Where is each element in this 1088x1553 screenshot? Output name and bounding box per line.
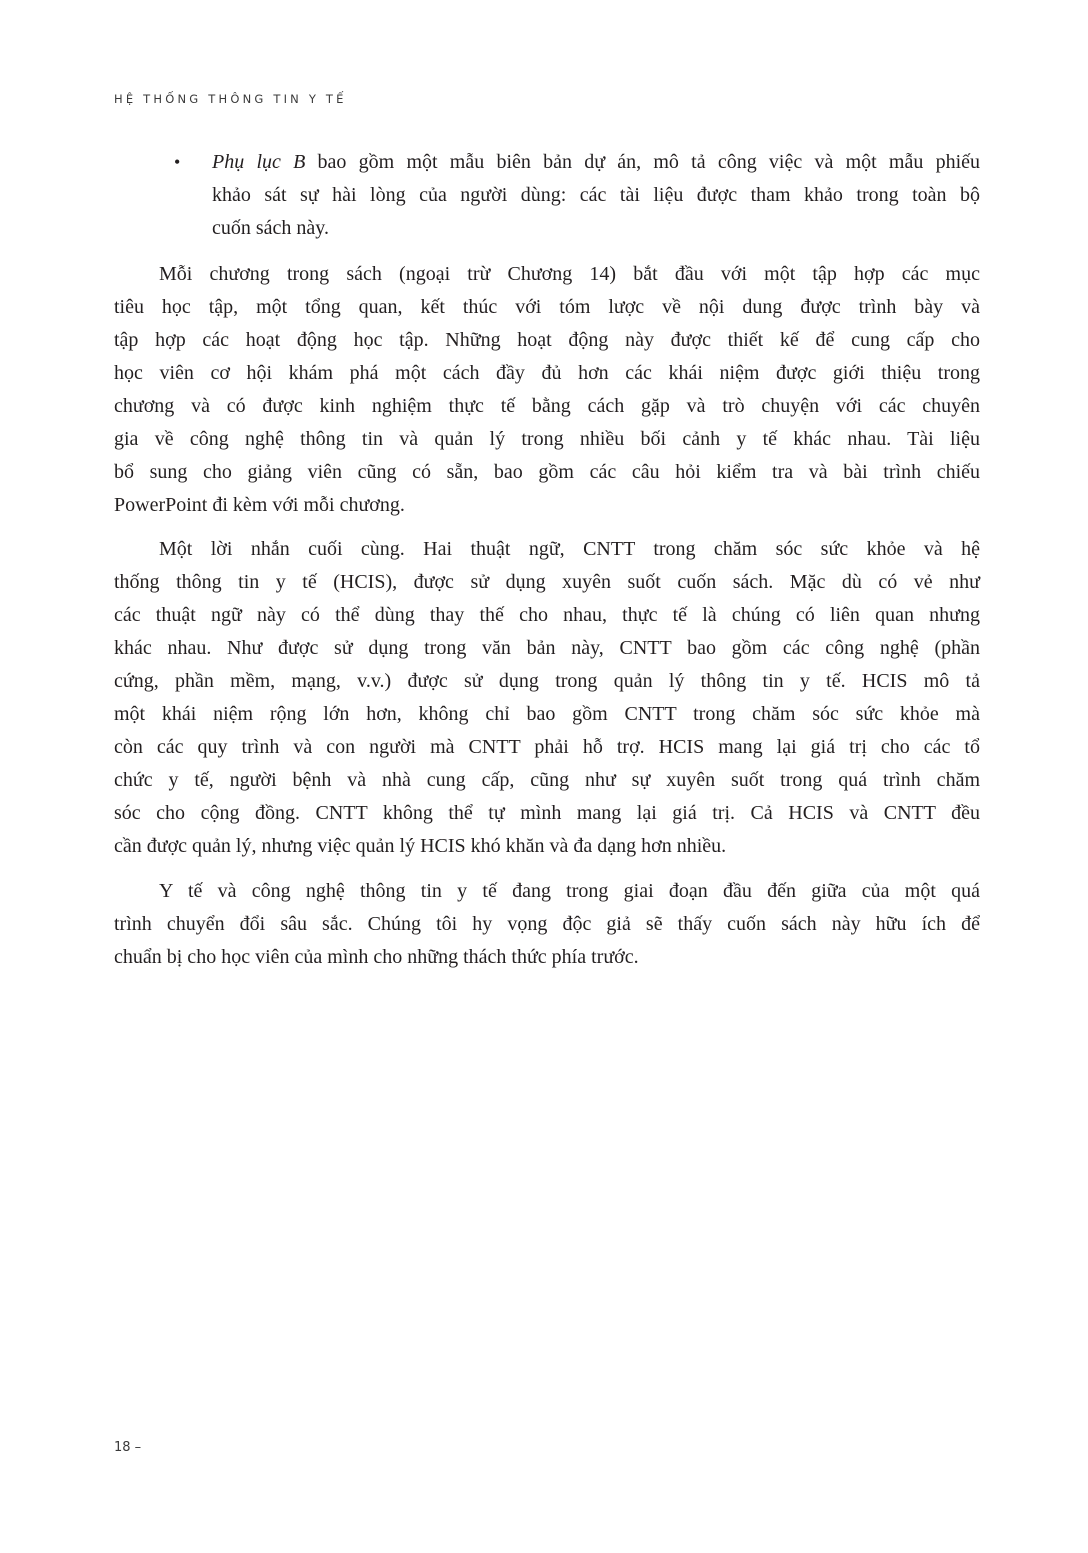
- paragraph-line: Mỗi chương trong sách (ngoại trừ Chương 14) bắt đầu với một tập hợp các mục: [159, 263, 980, 285]
- paragraph-line: Một lời nhắn cuối cùng. Hai thuật ngữ, CNTT trong chăm sóc sức khỏe và hệ: [159, 538, 980, 560]
- paragraph-line: Y tế và công nghệ thông tin y tế đang trong giai đoạn đầu đến giữa của một quá: [159, 880, 980, 902]
- paragraph-1: [114, 258, 980, 522]
- paragraph-3: [114, 875, 980, 974]
- paragraph-line: bổ sung cho giảng viên cũng có sẵn, bao gồm các câu hỏi kiểm tra và bài trình chiếu: [114, 461, 980, 483]
- paragraph-line: chuẩn bị cho học viên của mình cho những thách thức phía trước.: [114, 946, 639, 968]
- paragraph-line: cứng, phần mềm, mạng, v.v.) được sử dụng trong quản lý thông tin y tế. HCIS mô tả: [114, 670, 980, 692]
- bullet-icon: •: [174, 152, 181, 172]
- paragraph-line: các thuật ngữ này có thể dùng thay thế cho nhau, thực tế là chúng có liên quan nhưng: [114, 604, 980, 626]
- paragraph-line: cần được quản lý, nhưng việc quản lý HCIS khó khăn và đa dạng hơn nhiều.: [114, 835, 727, 857]
- paragraph-line: học viên cơ hội khám phá một cách đầy đủ hơn các khái niệm được giới thiệu trong: [114, 362, 980, 384]
- paragraph-line: PowerPoint đi kèm với mỗi chương.: [114, 494, 405, 516]
- paragraph-line: trình chuyển đổi sâu sắc. Chúng tôi hy vọng độc giả sẽ thấy cuốn sách này hữu ích để: [114, 913, 980, 935]
- page-number: 18 –: [114, 1440, 142, 1455]
- bullet-line: cuốn sách này.: [212, 217, 329, 239]
- paragraph-2: [114, 533, 980, 863]
- paragraph-line: chương và có được kinh nghiệm thực tế bằng cách gặp và trò chuyện với các chuyên: [114, 395, 980, 417]
- paragraph-line: thống thông tin y tế (HCIS), được sử dụng xuyên suốt cuốn sách. Mặc dù có vẻ như: [114, 571, 980, 593]
- bullet-line: khảo sát sự hài lòng của người dùng: các tài liệu được tham khảo trong toàn bộ: [212, 184, 980, 206]
- bullet-italic-lead: Phụ lục B: [212, 151, 306, 173]
- paragraph-line: gia về công nghệ thông tin và quản lý trong nhiều bối cảnh y tế khác nhau. Tài liệu: [114, 428, 980, 450]
- paragraph-line: sóc cho cộng đồng. CNTT không thể tự mình mang lại giá trị. Cả HCIS và CNTT đều: [114, 802, 980, 824]
- paragraph-line: chức y tế, người bệnh và nhà cung cấp, cũng như sự xuyên suốt trong quá trình chăm: [114, 769, 980, 791]
- bullet-line: [212, 146, 980, 179]
- bullet-item: [174, 146, 980, 245]
- paragraph-line: tiêu học tập, một tổng quan, kết thúc với tóm lược về nội dung được trình bày và: [114, 296, 980, 318]
- bullet-line-rest: bao gồm một mẫu biên bản dự án, mô tả công việc và một mẫu phiếu: [305, 151, 980, 173]
- paragraph-line: một khái niệm rộng lớn hơn, không chỉ bao gồm CNTT trong chăm sóc sức khỏe mà: [114, 703, 980, 725]
- paragraph-line: khác nhau. Như được sử dụng trong văn bản này, CNTT bao gồm các công nghệ (phần: [114, 637, 980, 659]
- paragraph-line: còn các quy trình và con người mà CNTT phải hỗ trợ. HCIS mang lại giá trị cho các tổ: [114, 736, 980, 758]
- running-head: HỆ THỐNG THÔNG TIN Y TẾ: [114, 92, 347, 106]
- paragraph-line: tập hợp các hoạt động học tập. Những hoạt động này được thiết kế để cung cấp cho: [114, 329, 980, 351]
